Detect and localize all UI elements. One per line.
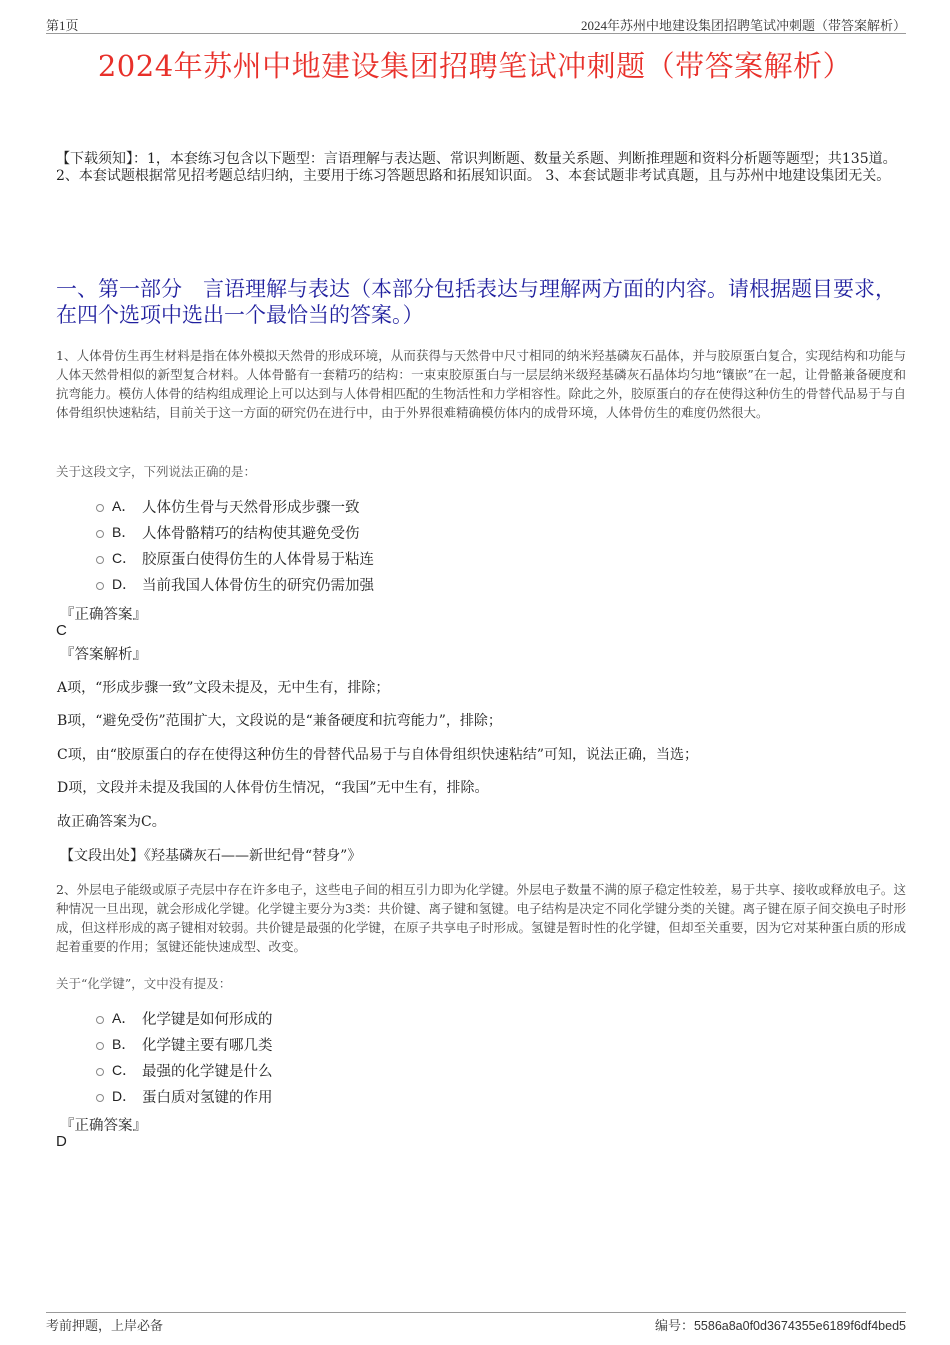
radio-icon[interactable] [96,556,104,564]
question-1-option-a[interactable]: A． 人体仿生骨与天然骨形成步骤一致 [96,493,374,519]
radio-icon[interactable] [96,1068,104,1076]
question-2-options [96,1005,273,1109]
question-1-answer-label: 『正确答案』 [60,607,147,623]
question-1-options [96,493,374,597]
running-header-title: 2024年苏州中地建设集团招聘笔试冲刺题（带答案解析） [580,18,906,33]
question-2-stem: 关于“化学键”，文中没有提及： [56,976,232,991]
document-title: 2024年苏州中地建设集团招聘笔试冲刺题（带答案解析） [97,49,853,83]
question-1-stem: 关于这段文字，下列说法正确的是： [56,464,257,479]
question-1-answer: C [56,622,67,639]
question-2-answer-label: 『正确答案』 [60,1118,147,1134]
question-2-option-d[interactable]: D． 蛋白质对氢键的作用 [96,1083,273,1109]
footer-code-value: 5586a8a0f0d3674355e6189f6df4bed5 [693,1319,906,1333]
question-1-option-b[interactable]: B． 人体骨骼精巧的结构使其避免受伤 [96,519,374,545]
radio-icon[interactable] [96,1042,104,1050]
header-rule [46,33,906,34]
analysis-line: A项，“形成步骤一致”文段未提及，无中生有，排除； [57,680,390,696]
analysis-line: B项，“避免受伤”范围扩大，文段说的是“兼备硬度和抗弯能力”，排除； [57,713,502,729]
radio-icon[interactable] [96,1094,104,1102]
analysis-line: D项，文段并未提及我国的人体骨仿生情况，“我国”无中生有，排除。 [57,780,489,796]
page-number: 第1页 [46,18,79,33]
radio-icon[interactable] [96,582,104,590]
radio-icon[interactable] [96,1016,104,1024]
section-heading: 一、第一部分 言语理解与表达（本部分包括表达与理解两方面的内容。请根据题目要求，在四个选项中选出一个最恰当的答案。） [56,277,896,327]
question-1-source: 【文段出处】《羟基磷灰石——新世纪骨“替身”》 [60,848,362,864]
radio-icon[interactable] [96,504,104,512]
question-2-answer: D [56,1133,67,1150]
footer-code-label: 编号： [654,1319,694,1334]
question-1-option-d[interactable]: D． 当前我国人体骨仿生的研究仍需加强 [96,571,374,597]
question-2-passage: 2、外层电子能级或原子壳层中存在许多电子，这些电子间的相互引力即为化学键。外层电子数量不满的原子稳定性较差，易于共享、接收或释放电子。这种情况一旦出现，就会形成化学键。化学键主要分为3类：共价键、离子键和氢键。电子结构是决定不同化学键分类的关键。离子键在原子间交换电子时形成，但这样形成的离子键相对较弱。共价键是最强的化学键，在原子共享电子时形成。氢键是暂时性的化学键，但却至关重要，因为它对某种蛋白质的形成起着重要的作用；氢键还能快速成型、改变。 [56,882,907,954]
download-notice: 【下载须知】：1，本套练习包含以下题型：言语理解与表达题、常识判断题、数量关系题、判断推理题和资料分析题等题型；共135道。 2、本套试题根据常见招考题总结归纳，主要用于练习答题思路和拓展知识面。 3、本套试题非考试真题，且与苏州中地建设集团无关。 [56,151,897,184]
footer-slogan: 考前押题，上岸必备 [46,1319,164,1334]
question-1-analysis-label: 『答案解析』 [60,647,147,663]
radio-icon[interactable] [96,530,104,538]
question-1-passage: 1、人体骨仿生再生材料是指在体外模拟天然骨的形成环境，从而获得与天然骨中尺寸相同的纳米羟基磷灰石晶体，并与胶原蛋白复合，实现结构和功能与人体天然骨相似的新型复合材料。人体骨骼有一套精巧的结构：一束束胶原蛋白与一层层纳米级羟基磷灰石晶体均匀地“镶嵌”在一起，让骨骼兼备硬度和抗弯能力。模仿人体骨的结构组成理论上可以达到与人体骨相匹配的生物活性和力学相容性。除此之外，胶原蛋白的存在使得这种仿生的骨替代品易于与自体骨组织快速粘结，目前关于这一方面的研究仍在进行中，由于外界很难精确模仿体内的成骨环境，人体骨仿生的难度仍然很大。 [56,348,907,420]
analysis-conclusion: 故正确答案为C。 [57,814,166,830]
analysis-line: C项，由“胶原蛋白的存在使得这种仿生的骨替代品易于与自体骨组织快速粘结”可知，说法正确，当选； [57,747,699,763]
footer-code [655,1315,906,1334]
question-2-option-c[interactable]: C． 最强的化学键是什么 [96,1057,273,1083]
question-1-option-c[interactable]: C． 胶原蛋白使得仿生的人体骨易于粘连 [96,545,374,571]
footer-rule [46,1312,906,1313]
question-2-option-b[interactable]: B． 化学键主要有哪几类 [96,1031,273,1057]
question-2-option-a[interactable]: A． 化学键是如何形成的 [96,1005,273,1031]
